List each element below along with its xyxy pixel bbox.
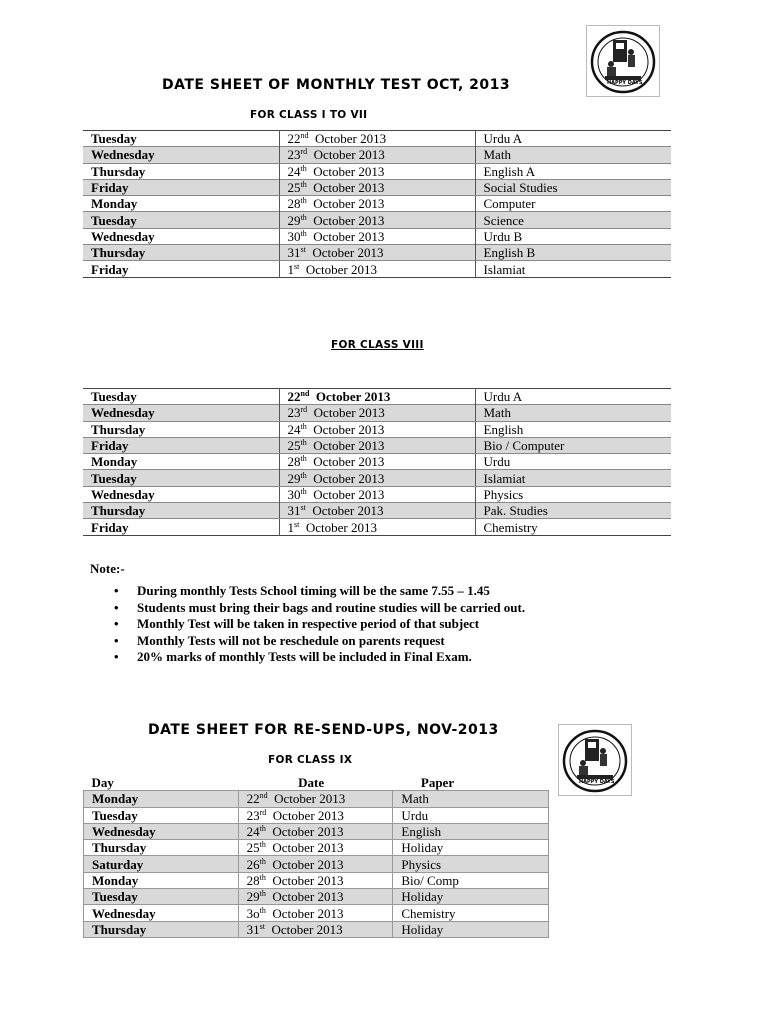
date-month: October 2013	[307, 147, 385, 163]
table-class-i-to-vii	[83, 130, 671, 278]
date-cell	[279, 503, 475, 519]
table-row	[83, 486, 671, 502]
subject-cell: Social Studies	[475, 179, 671, 195]
subject-cell: Computer	[475, 196, 671, 212]
table-row	[84, 807, 549, 823]
date-month: October 2013	[306, 163, 385, 179]
day-cell: Wednesday	[83, 147, 279, 163]
date-cell	[279, 389, 475, 405]
table-row	[83, 147, 671, 163]
subject-cell: Islamiat	[475, 470, 671, 486]
date-month: October 2013	[265, 824, 344, 840]
subject-cell: Math	[475, 147, 671, 163]
date-month: October 2013	[266, 807, 344, 823]
date-cell	[238, 840, 393, 856]
date-cell	[238, 791, 393, 807]
date-month: October 2013	[265, 889, 344, 905]
subject-cell: Holiday	[393, 921, 549, 937]
date-day-number: 24	[246, 824, 260, 840]
table-row	[83, 405, 671, 421]
school-logo-bottom	[558, 724, 632, 796]
date-day-number: 22	[287, 389, 301, 405]
date-month: October 2013	[299, 261, 377, 277]
table-row	[83, 454, 671, 470]
section3-subtitle: FOR CLASS IX	[268, 754, 353, 766]
date-cell	[279, 228, 475, 244]
day-cell: Monday	[91, 196, 138, 212]
date-month: October 2013	[264, 921, 343, 937]
date-cell	[279, 261, 475, 277]
subject-cell: Chemistry	[393, 905, 549, 921]
date-day-number: 28	[287, 196, 301, 212]
date-day-number: 30	[287, 486, 301, 502]
section3-title: DATE SHEET FOR RE-SEND-UPS, NOV-2013	[148, 722, 499, 738]
day-cell: Tuesday	[83, 212, 279, 228]
date-suffix: th	[300, 454, 307, 464]
date-day-number: 30	[287, 228, 301, 244]
date-cell	[238, 807, 393, 823]
table-row	[83, 437, 671, 453]
table-row	[83, 163, 671, 179]
date-day-number: 28	[246, 872, 260, 888]
subject-cell: Math	[475, 405, 671, 421]
table-row	[84, 872, 549, 888]
date-month: October 2013	[265, 872, 344, 888]
day-cell: Wednesday	[83, 405, 279, 421]
day-cell: Monday	[84, 872, 239, 888]
day-cell: Wednesday	[91, 228, 155, 244]
date-day-number: 31	[287, 503, 301, 519]
day-cell: Thursday	[83, 245, 279, 261]
table-row	[83, 261, 671, 277]
date-month: October 2013	[306, 196, 385, 212]
date-cell	[238, 889, 393, 905]
date-suffix: th	[300, 163, 307, 173]
date-month: October 2013	[306, 421, 385, 437]
subject-cell: Math	[393, 791, 549, 807]
date-month: October 2013	[265, 840, 344, 856]
date-suffix: st	[259, 921, 265, 931]
date-suffix: th	[259, 872, 266, 882]
section2-subtitle: FOR CLASS VIII	[331, 339, 424, 351]
date-suffix: th	[300, 212, 307, 222]
subject-cell: Urdu A	[475, 389, 671, 405]
day-cell: Monday	[91, 454, 138, 470]
note-item: • Students must bring their bags and routine studies will be carried out.	[90, 600, 690, 617]
date-month: October 2013	[306, 212, 385, 228]
note-list	[90, 583, 690, 666]
section1-title: DATE SHEET OF MONTHLY TEST OCT, 2013	[162, 77, 511, 93]
table-row	[84, 905, 549, 921]
date-suffix: th	[259, 840, 266, 850]
note-label: Note:-	[90, 561, 125, 576]
day-cell: Friday	[83, 179, 279, 195]
date-month: October 2013	[299, 519, 377, 535]
day-cell: Thursday	[91, 421, 146, 437]
table-row	[84, 921, 549, 937]
subject-cell: Bio/ Comp	[393, 872, 549, 888]
date-suffix: rd	[259, 807, 267, 817]
date-cell	[238, 921, 393, 937]
subject-cell: Holiday	[393, 840, 549, 856]
date-day-number: 29	[287, 470, 301, 486]
table-row	[83, 421, 671, 437]
date-suffix: th	[300, 196, 307, 206]
date-cell	[279, 245, 475, 261]
day-cell: Wednesday	[84, 823, 239, 839]
logo-text: HAPPY DAYS	[607, 80, 643, 86]
date-day-number: 24	[287, 421, 301, 437]
note-item: • During monthly Tests School timing will be the same 7.55 – 1.45	[90, 583, 690, 600]
day-cell: Wednesday	[91, 486, 155, 502]
date-suffix: rd	[300, 147, 308, 157]
date-cell	[279, 470, 475, 486]
table-row	[84, 791, 549, 807]
table-class-viii	[83, 388, 671, 536]
date-suffix: th	[259, 856, 266, 866]
date-suffix: st	[294, 261, 300, 271]
day-cell: Tuesday	[91, 131, 137, 147]
day-cell: Saturday	[84, 856, 239, 872]
date-cell	[238, 823, 393, 839]
date-suffix: th	[300, 486, 307, 496]
note-item: • Monthly Test will be taken in respective period of that subject	[90, 616, 690, 633]
date-cell	[279, 454, 475, 470]
date-cell	[279, 131, 475, 147]
day-cell: Friday	[83, 437, 279, 453]
header-date: Date	[298, 775, 325, 791]
date-day-number: 25	[287, 180, 301, 196]
date-suffix: th	[300, 470, 307, 480]
table-row	[83, 503, 671, 519]
date-cell	[279, 486, 475, 502]
date-day-number: 31	[287, 245, 301, 261]
date-suffix: st	[294, 519, 300, 529]
day-cell: Tuesday	[91, 389, 137, 405]
day-cell: Friday	[91, 261, 129, 277]
date-month: October 2013	[306, 228, 385, 244]
date-suffix: st	[300, 245, 306, 255]
date-day-number: 23	[287, 147, 301, 163]
date-month: October 2013	[265, 905, 344, 921]
date-suffix: th	[300, 180, 307, 190]
date-cell	[279, 405, 475, 421]
day-cell: Tuesday	[83, 470, 279, 486]
table-row	[84, 840, 549, 856]
date-day-number: 22	[246, 791, 260, 807]
day-cell: Thursday	[84, 840, 239, 856]
table-row	[83, 228, 671, 244]
day-cell: Thursday	[83, 503, 279, 519]
date-suffix: nd	[259, 791, 268, 801]
table-row	[84, 856, 549, 872]
date-cell	[238, 872, 393, 888]
day-cell: Wednesday	[84, 905, 239, 921]
date-day-number: 22	[287, 131, 301, 147]
subject-cell: English B	[475, 245, 671, 261]
day-cell: Friday	[91, 519, 129, 535]
date-month: October 2013	[305, 245, 384, 261]
date-cell	[279, 147, 475, 163]
date-cell	[238, 856, 393, 872]
date-suffix: th	[300, 228, 307, 238]
table-row	[84, 889, 549, 905]
date-day-number: 29	[246, 889, 260, 905]
table-row	[83, 519, 671, 535]
section1-subtitle: FOR CLASS I TO VII	[250, 109, 368, 121]
date-day-number: 31	[246, 921, 260, 937]
subject-cell: English	[393, 823, 549, 839]
date-month: October 2013	[306, 470, 385, 486]
table-class-ix	[83, 775, 549, 938]
subject-cell: English A	[475, 163, 671, 179]
date-suffix: nd	[300, 389, 310, 399]
subject-cell: Urdu B	[475, 228, 671, 244]
subject-cell: Chemistry	[475, 519, 671, 535]
subject-cell: Urdu	[475, 454, 671, 470]
date-suffix: th	[300, 421, 307, 431]
table-row	[83, 470, 671, 486]
date-month: October 2013	[306, 486, 385, 502]
subject-cell: Bio / Computer	[475, 437, 671, 453]
table-row	[83, 212, 671, 228]
date-day-number: 29	[287, 212, 301, 228]
subject-cell: English	[475, 421, 671, 437]
date-suffix: th	[300, 438, 307, 448]
subject-cell: Holiday	[393, 889, 549, 905]
date-day-number: 1	[287, 519, 294, 535]
table-row	[84, 823, 549, 839]
date-month: October 2013	[306, 454, 385, 470]
subject-cell: Pak. Studies	[475, 503, 671, 519]
table-row	[83, 245, 671, 261]
date-month: October 2013	[265, 856, 344, 872]
date-cell	[279, 163, 475, 179]
note-item: • 20% marks of monthly Tests will be included in Final Exam.	[90, 649, 690, 666]
date-cell	[279, 421, 475, 437]
date-day-number: 28	[287, 454, 301, 470]
school-logo-top	[586, 25, 660, 97]
date-day-number: 25	[246, 840, 260, 856]
date-cell	[238, 905, 393, 921]
table-row	[83, 196, 671, 212]
date-day-number: 25	[287, 438, 301, 454]
day-cell: Thursday	[84, 921, 239, 937]
date-month: October 2013	[307, 405, 385, 421]
date-month: October 2013	[306, 438, 385, 454]
day-cell: Tuesday	[84, 889, 239, 905]
date-suffix: st	[300, 503, 306, 513]
subject-cell: Science	[475, 212, 671, 228]
header-day: Day	[91, 775, 114, 791]
subject-cell: Urdu A	[475, 131, 671, 147]
header-paper: Paper	[420, 775, 455, 791]
table-header-row	[84, 775, 549, 791]
date-suffix: th	[259, 889, 266, 899]
date-suffix: rd	[300, 405, 308, 415]
date-cell	[279, 179, 475, 195]
date-suffix: th	[259, 905, 266, 915]
date-day-number: 3o	[246, 905, 260, 921]
date-cell	[279, 519, 475, 535]
subject-cell: Urdu	[393, 807, 549, 823]
date-cell	[279, 196, 475, 212]
date-day-number: 26	[246, 856, 260, 872]
date-month: October 2013	[306, 180, 385, 196]
subject-cell: Physics	[475, 486, 671, 502]
day-cell: Tuesday	[84, 807, 239, 823]
date-suffix: th	[259, 824, 266, 834]
date-month: October 2013	[309, 389, 391, 405]
date-day-number: 23	[246, 807, 260, 823]
date-suffix: nd	[300, 131, 309, 141]
date-day-number: 1	[287, 261, 294, 277]
table-row	[83, 131, 671, 147]
note-item: • Monthly Tests will not be reschedule on parents request	[90, 633, 690, 650]
date-cell	[279, 437, 475, 453]
logo-text: HAPPY DAYS	[579, 779, 615, 785]
date-month: October 2013	[267, 791, 346, 807]
subject-cell: Islamiat	[475, 261, 671, 277]
table-row	[83, 389, 671, 405]
table-row	[83, 179, 671, 195]
date-cell	[279, 212, 475, 228]
date-day-number: 23	[287, 405, 301, 421]
day-cell: Monday	[84, 791, 239, 807]
date-month: October 2013	[305, 503, 384, 519]
day-cell: Thursday	[91, 163, 146, 179]
date-day-number: 24	[287, 163, 301, 179]
subject-cell: Physics	[393, 856, 549, 872]
date-month: October 2013	[308, 131, 387, 147]
